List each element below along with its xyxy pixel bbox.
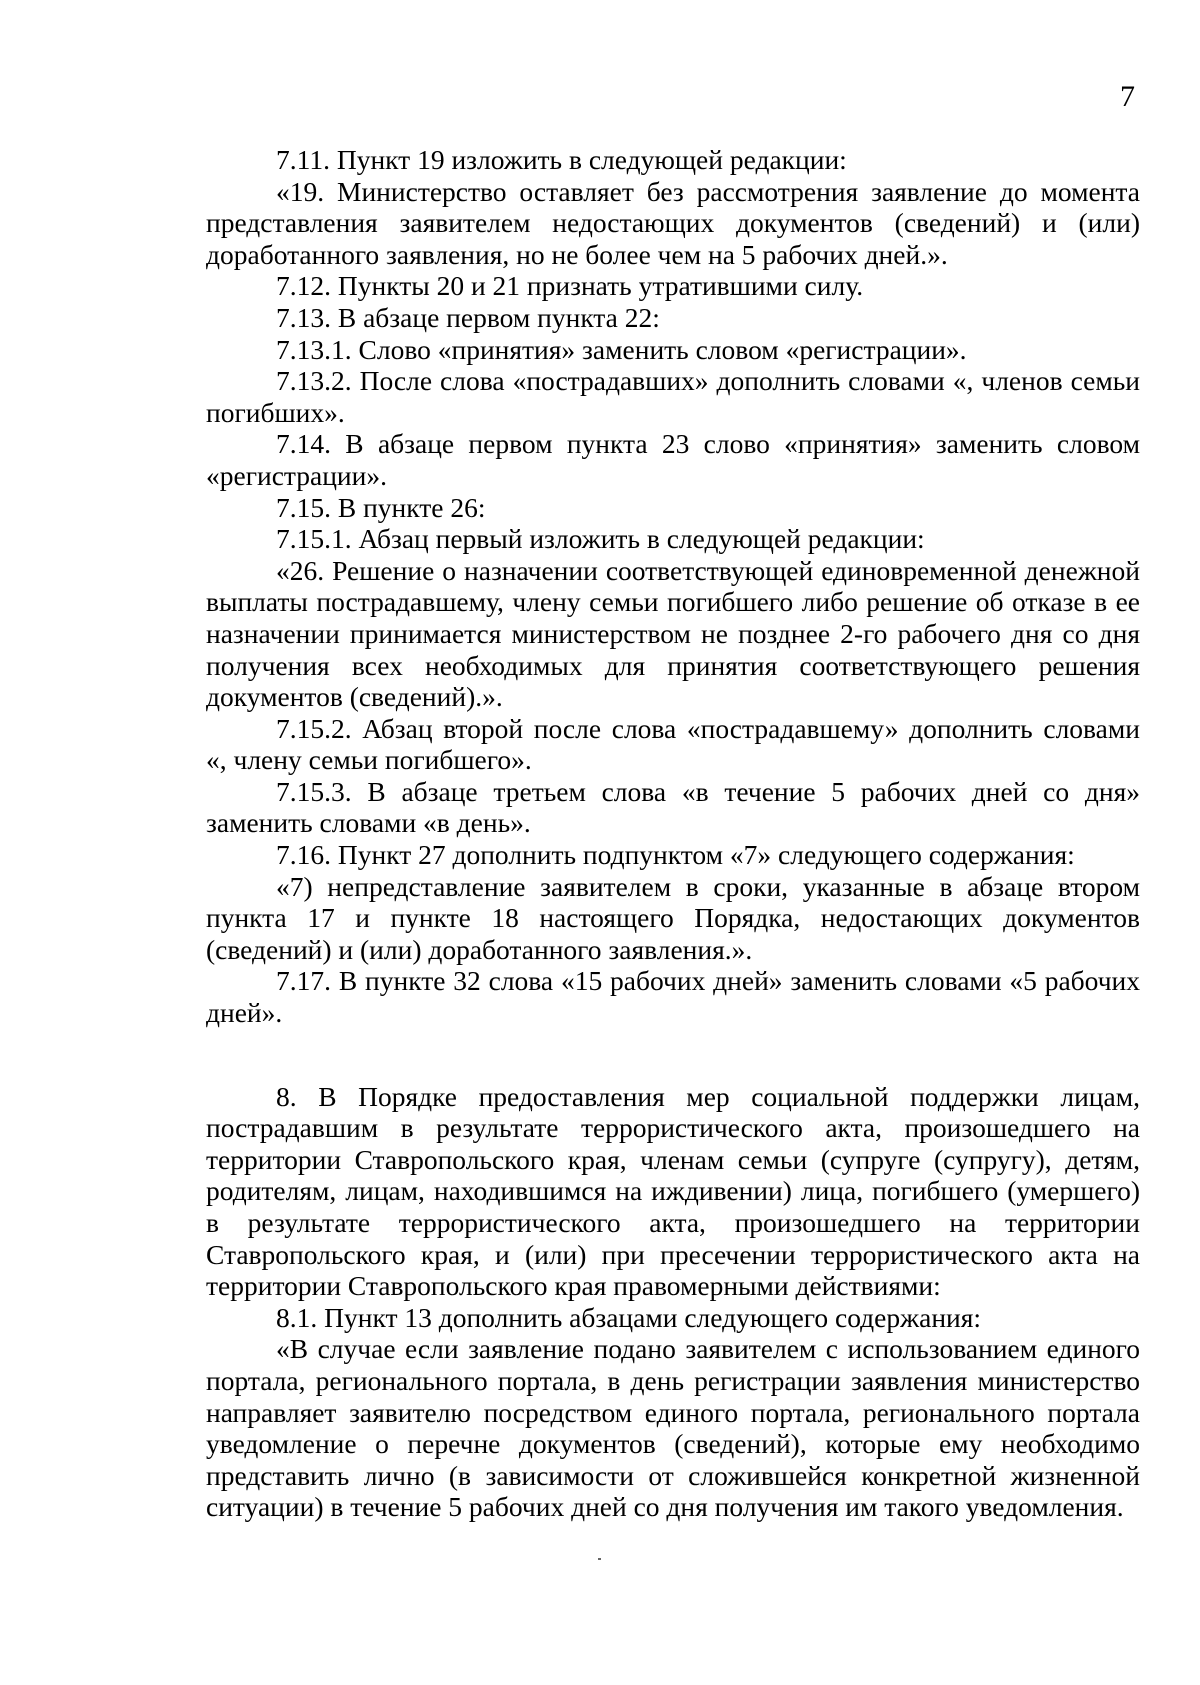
- paragraph-8-1: 8.1. Пункт 13 дополнить абзацами следующего содержания:: [276, 1301, 982, 1333]
- paragraph-7-15-1: 7.15.1. Абзац первый изложить в следующей редакции:: [276, 523, 925, 555]
- paragraph-quote-7: «7) непредставление заявителем в сроки, указанные в абзаце втором пункта 17 и пункте 18 настоящего Порядка, недостающих документов (сведений) и (или) доработанного заявления.».: [206, 870, 1140, 965]
- paragraph-7-15: 7.15. В пункте 26:: [276, 491, 486, 523]
- paragraph-7-17: 7.17. В пункте 32 слова «15 рабочих дней» заменить словами «5 рабочих дней».: [206, 965, 1140, 1029]
- paragraph-quote-8-1: «В случае если заявление подано заявителем с использованием единого портала, регионального портала, в день регистрации заявления министерство направляет заявителю посредством единого портала, регионального портала уведомление о перечне документов (сведений), которые ему необходимо представить лично (в зависимости от сложившейся конкретной жизненной ситуации) в течение 5 рабочих дней со дня получения им такого уведомления.: [206, 1333, 1140, 1523]
- paragraph-8: 8. В Порядке предоставления мер социальной поддержки лицам, пострадавшим в результате террористического акта, произошедшего на территории Ставропольского края, членам семьи (супруге (супругу), детям, родителям, лицам, находившимся на иждивении) лица, погибшего (умершего) в результате террористического акта, произошедшего на территории Ставропольского края, и (или) при пресечении террористического акта на территории Ставропольского края правомерными действиями:: [206, 1080, 1140, 1302]
- paragraph-7-12: 7.12. Пункты 20 и 21 признать утратившими силу.: [276, 270, 864, 302]
- paragraph-7-13: 7.13. В абзаце первом пункта 22:: [276, 301, 660, 333]
- paragraph-7-13-2: 7.13.2. После слова «пострадавших» дополнить словами «, членов семьи погибших».: [206, 365, 1140, 428]
- scan-speck: [598, 1558, 601, 1560]
- paragraph-7-15-2: 7.15.2. Абзац второй после слова «пострадавшему» дополнить словами «, члену семьи погибшего».: [206, 712, 1140, 776]
- paragraph-quote-26: «26. Решение о назначении соответствующей единовременной денежной выплаты пострадавшему, члену семьи погибшего либо решение об отказе в ее назначении принимается министерством не позднее 2-го рабочего дня со дня получения всех необходимых для принятия соответствующего решения документов (сведений).».: [206, 554, 1140, 713]
- paragraph-7-15-3: 7.15.3. В абзаце третьем слова «в течение 5 рабочих дней со дня» заменить словами «в день».: [206, 775, 1140, 839]
- paragraph-7-13-1: 7.13.1. Слово «принятия» заменить словом «регистрации».: [276, 333, 967, 365]
- paragraph-7-14: 7.14. В абзаце первом пункта 23 слово «принятия» заменить словом «регистрации».: [206, 428, 1140, 491]
- document-body: [206, 144, 1140, 1523]
- paragraph-7-16: 7.16. Пункт 27 дополнить подпунктом «7» следующего содержания:: [276, 839, 1075, 871]
- page-number: 7: [1120, 80, 1135, 113]
- paragraph-7-11: 7.11. Пункт 19 изложить в следующей редакции:: [276, 144, 847, 175]
- paragraph-quote-19: «19. Министерство оставляет без рассмотрения заявление до момента представления заявителем недостающих документов (сведений) и (или) доработанного заявления, но не более чем на 5 рабочих дней.».: [206, 175, 1140, 270]
